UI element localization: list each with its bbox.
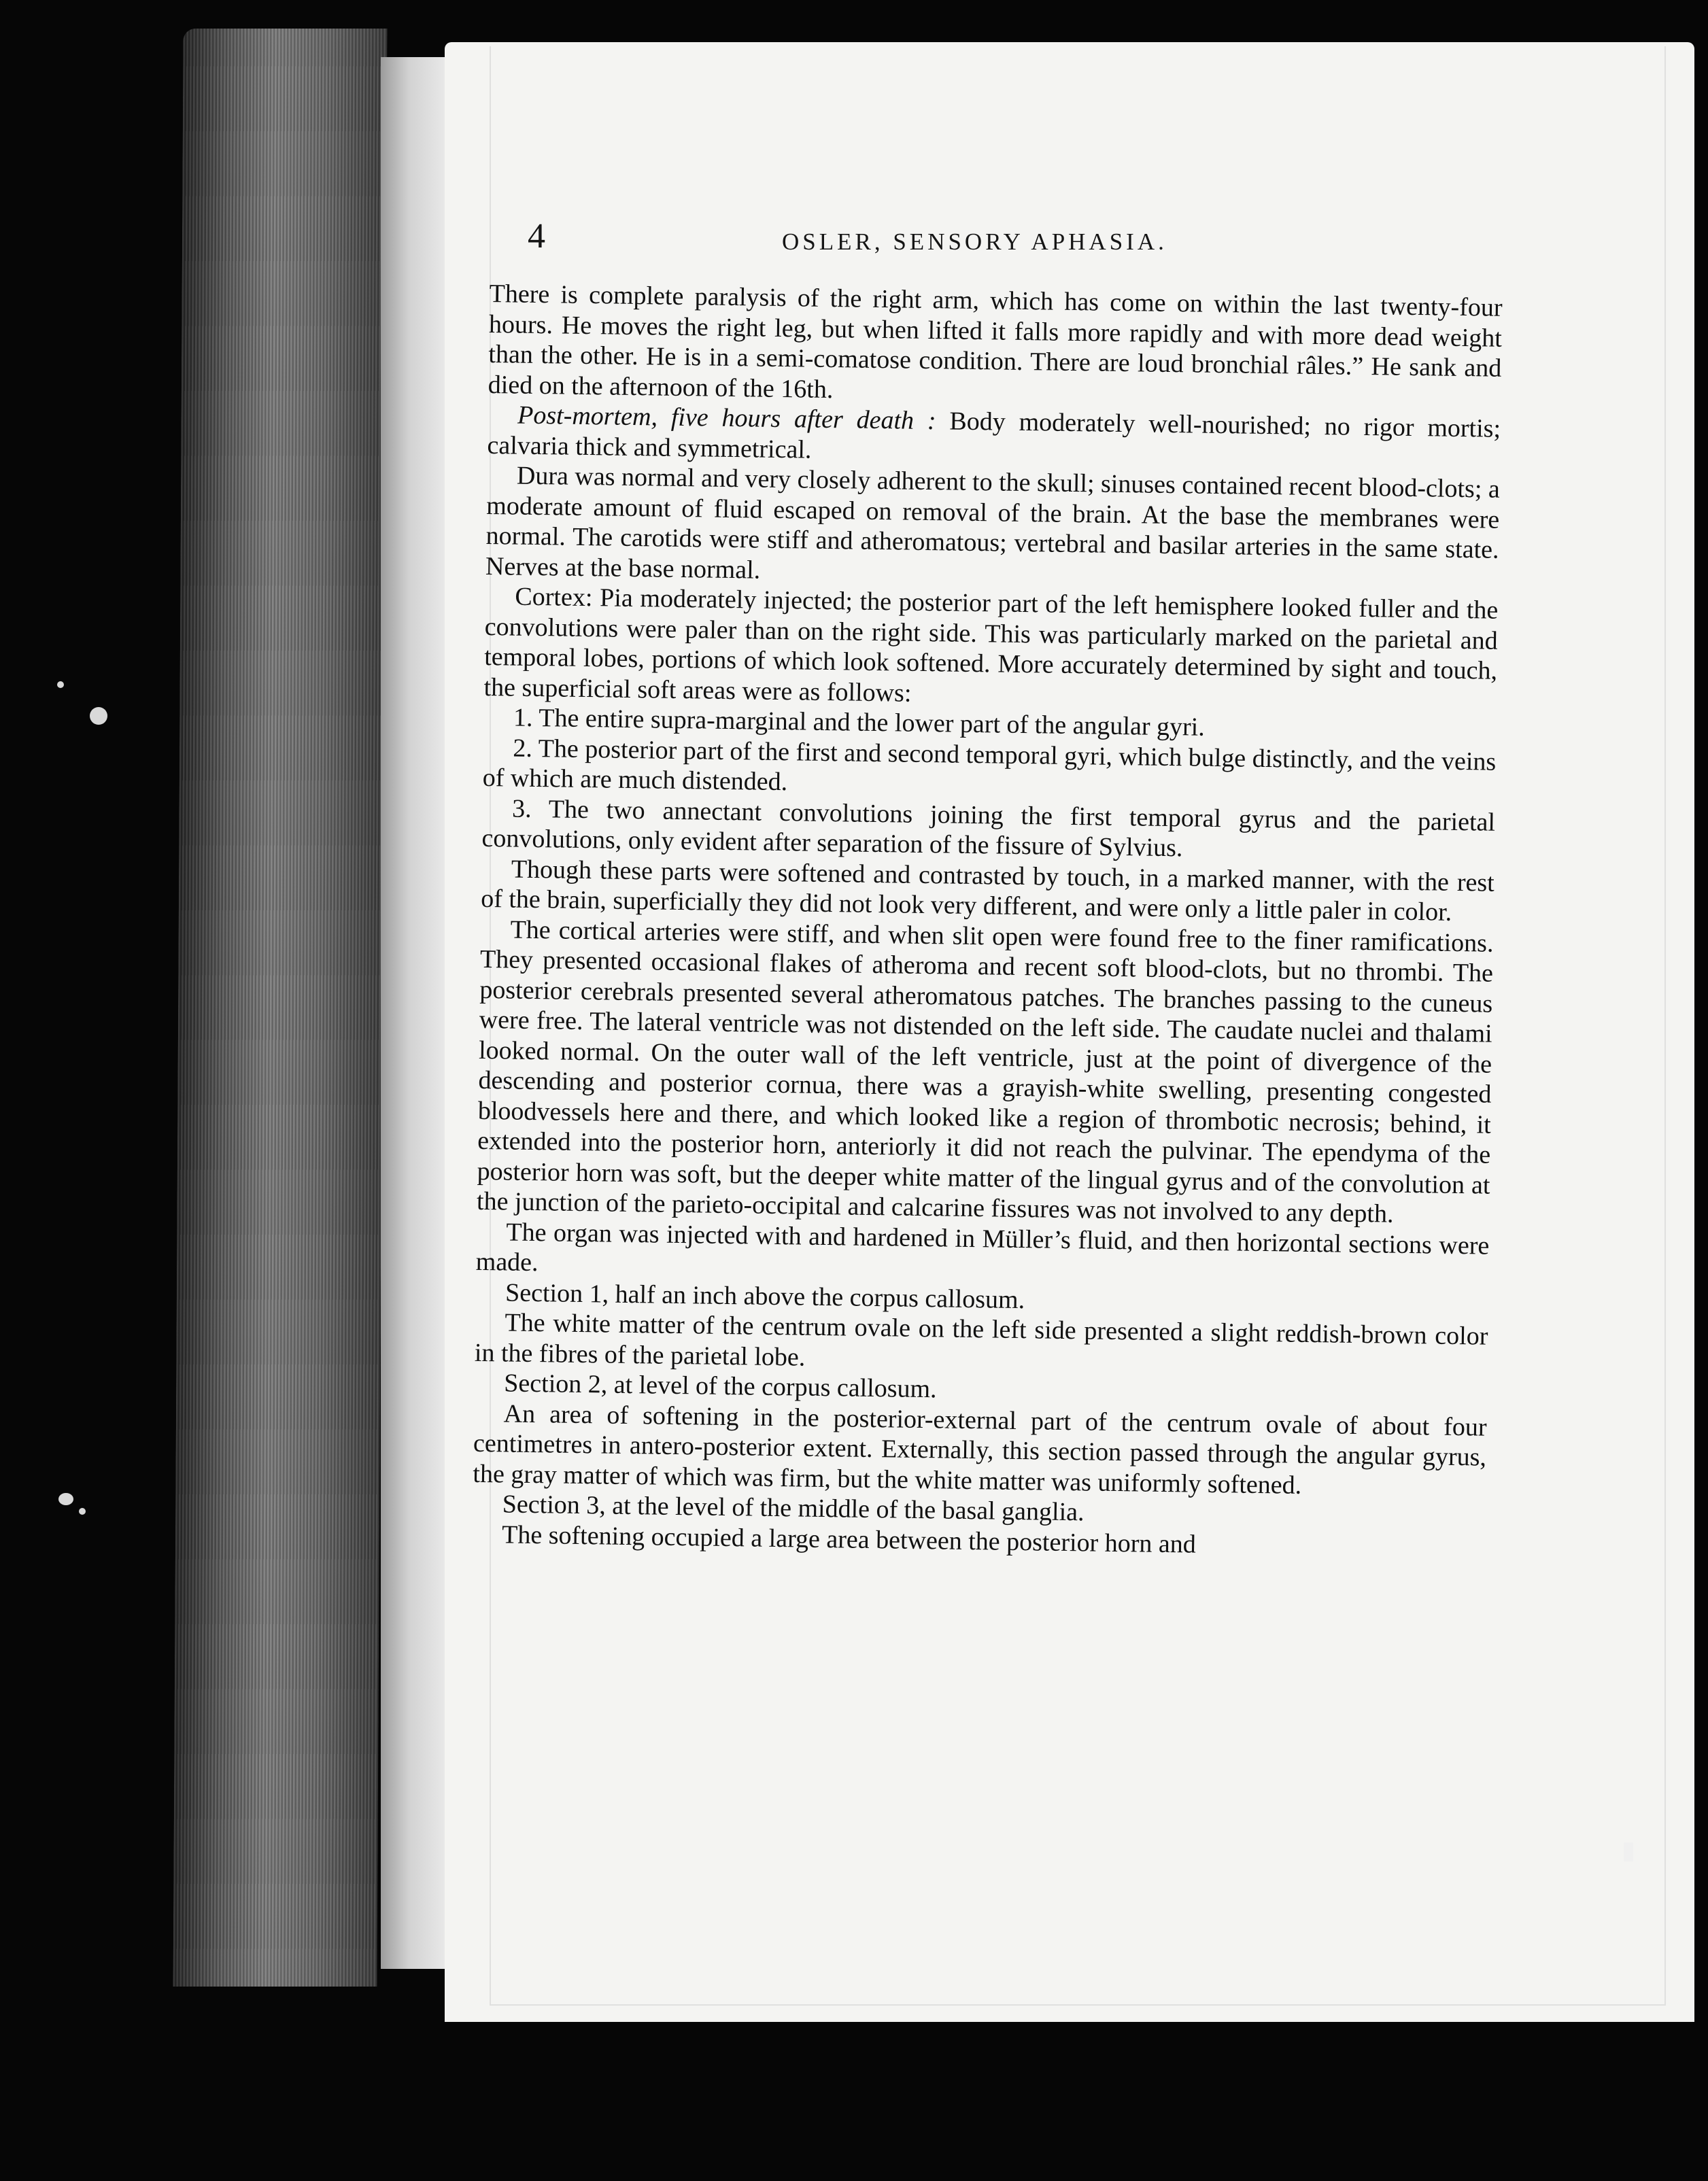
running-title: OSLER, SENSORY APHASIA. xyxy=(782,228,1167,255)
book-page-edges xyxy=(173,29,387,1987)
italic-lead: Post-mortem, five hours after death : xyxy=(517,400,936,436)
paragraph: The softening occupied a large area between the posterior horn and xyxy=(501,1519,1197,1559)
paragraph: Section 1, half an inch above the corpus callosum. xyxy=(505,1277,1025,1314)
paragraph: 3. The two annectant convolutions joining the first temporal gyrus and the parietal convolutions, only evident after separation of the fissure of Sylvius. xyxy=(481,794,1496,863)
page-number: 4 xyxy=(528,217,545,256)
paragraph: 2. The posterior part of the first and second temporal gyri, which bulge distinctly, and the veins of which are much distended. xyxy=(482,734,1497,797)
paragraph: An area of softening in the posterior-external part of the centrum ovale of about four centimetres in antero-posterior extent. Externally, this section passed through the angular gyrus, the gray matter of which was firm, but the white matter was uniformly softened. xyxy=(473,1398,1487,1500)
scan-speck xyxy=(58,1493,73,1505)
paragraph: 1. The entire supra-marginal and the lower part of the angular gyri. xyxy=(513,703,1206,742)
paragraph: Dura was normal and very closely adherent to the skull; sinuses contained recent blood-clots; a moderate amount of fluid escaped on removal of the brain. At the base the membranes were normal. The carotids were stiff and atheromatous; vertebral and basilar arteries in the same state. Nerves at the base normal. xyxy=(485,461,1501,585)
paragraph: The organ was injected with and hardened in Müller’s fluid, and then horizontal sections were made. xyxy=(475,1217,1490,1277)
scan-speck xyxy=(57,681,64,688)
paragraph: Section 2, at level of the corpus callosum. xyxy=(504,1369,937,1404)
book-gutter xyxy=(381,57,451,1969)
paragraph: The cortical arteries were stiff, and when slit open were found free to the finer ramifications. They presented occasional flakes of atheroma and recent soft blood-clots, but no thrombi. The posterior cerebrals presented several atheromatous patches. The branches passing to the cuneus were free. The lateral ventricle was not distended on the left side. The caudate nuclei and thalami looked normal. On the outer wall of the left ventricle, just at the point of divergence of the descending and posterior cornua, there was a grayish-white swelling, presenting congested bloodvessels here and there, and which looked like a region of thrombotic necrosis; behind, it extended into the posterior horn, anteriorly it did not reach the pulvinar. The ependyma of the posterior horn was soft, but the deeper white matter of the lingual gyrus and of the convolution at the junction of the parieto-occipital and calcarine fissures was not involved to any depth. xyxy=(476,915,1494,1229)
scan-speck xyxy=(1624,1842,1633,1861)
paragraph: Though these parts were softened and contrasted by touch, in a marked manner, with the rest of the brain, superficially they did not look very different, and were only a little paler in color. xyxy=(480,855,1495,927)
scan-speck xyxy=(79,1508,86,1515)
paragraph: There is complete paralysis of the right arm, which has come on within the last twenty-four hours. He moves the right leg, but when lifted it falls more rapidly and with more dead weight than the other. He is in a semi-comatose condition. There are loud bronchial râles.” He sank and died on the afternoon of the 16th. xyxy=(488,279,1503,404)
scan-speck xyxy=(90,707,107,725)
body-text xyxy=(466,279,1503,1938)
paragraph: The white matter of the centrum ovale on the left side presented a slight reddish-brown color in the fibres of the parietal lobe. xyxy=(474,1308,1488,1372)
page-header xyxy=(528,216,1500,271)
paragraph-text: Body moderately well-nourished; no rigor mortis; calvaria thick and symmetrical. xyxy=(487,407,1501,464)
paragraph: Cortex: Pia moderately injected; the posterior part of the left hemisphere looked fuller and the convolutions were paler than on the right side. This was particularly marked on the parietal and temporal lobes, portions of which look softened. More accurately determined by sight and touch, the superficial soft areas were as follows: xyxy=(483,582,1499,708)
paragraph: Section 3, at the level of the middle of the basal ganglia. xyxy=(502,1490,1084,1527)
